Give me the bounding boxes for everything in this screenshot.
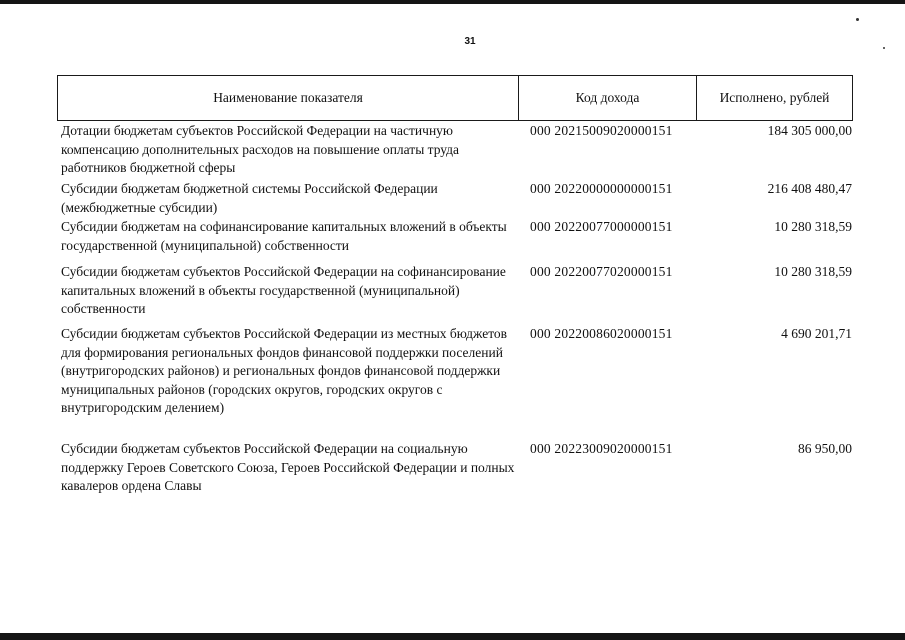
row-executed-amount: 10 280 318,59 [774, 219, 852, 234]
row-income-code: 000 20220000000000151 [530, 181, 673, 196]
header-indicator-name: Наименование показателя [58, 76, 519, 120]
row-executed-amount: 10 280 318,59 [774, 264, 852, 279]
scan-speck [883, 47, 885, 49]
row-indicator-name: Дотации бюджетам субъектов Российской Федерации на частичную компенсацию дополнительных расходов на повышение оплаты труда работников бюджетной сферы [61, 123, 460, 175]
row-executed-amount: 184 305 000,00 [767, 123, 852, 138]
table-header [57, 75, 853, 121]
row-indicator-name: Субсидии бюджетам субъектов Российской Федерации на социальную поддержку Героев Советского Союза, Героев Российской Федерации и полных кавалеров ордена Славы [61, 441, 515, 493]
row-income-code: 000 20220086020000151 [530, 326, 673, 341]
page-number: 31 [464, 36, 476, 47]
scan-bottom-border [0, 633, 905, 640]
row-indicator-name: Субсидии бюджетам субъектов Российской Федерации на софинансирование капитальных вложений в объекты государственной (муниципальной) собственности [61, 264, 506, 316]
row-income-code: 000 20220077000000151 [530, 219, 673, 234]
scan-speck [856, 18, 859, 21]
row-income-code: 000 20223009020000151 [530, 441, 673, 456]
row-income-code: 000 20215009020000151 [530, 123, 673, 138]
row-indicator-name: Субсидии бюджетам на софинансирование капитальных вложений в объекты государственной (муниципальной) собственности [61, 219, 507, 253]
row-indicator-name: Субсидии бюджетам бюджетной системы Российской Федерации (межбюджетные субсидии) [61, 181, 438, 215]
header-income-code: Код дохода [519, 76, 697, 120]
row-executed-amount: 4 690 201,71 [781, 326, 852, 341]
row-executed-amount: 86 950,00 [798, 441, 852, 456]
row-indicator-name: Субсидии бюджетам субъектов Российской Федерации из местных бюджетов для формирования региональных фондов финансовой поддержки поселений (внутригородских районов) и региональных фондов финансовой поддержки муниципальных районов (городских округов, городских округов с внутригородским делением) [61, 326, 508, 415]
scan-top-border [0, 0, 905, 4]
row-income-code: 000 20220077020000151 [530, 264, 673, 279]
row-executed-amount: 216 408 480,47 [767, 181, 852, 196]
header-executed-amount: Исполнено, рублей [719, 90, 830, 105]
